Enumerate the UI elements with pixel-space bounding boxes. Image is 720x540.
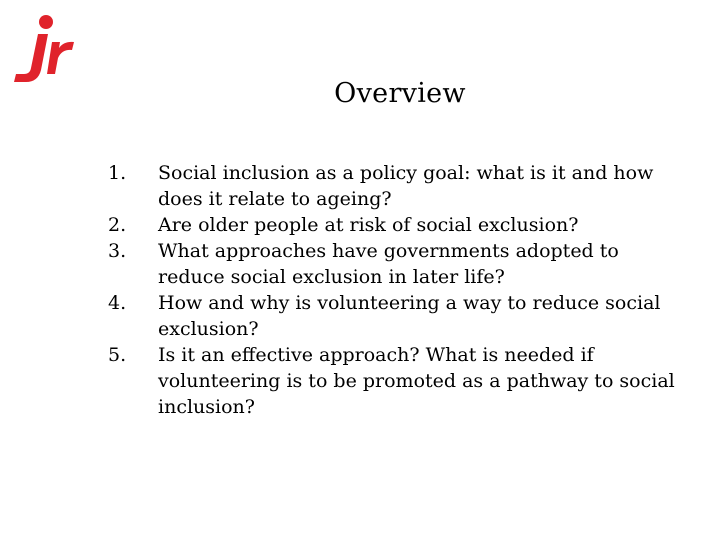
item-text: What approaches have governments adopted to reduce social exclusion in later life? (158, 240, 619, 288)
item-text: Is it an effective approach? What is needed if volunteering is to be promoted as a pathway to social inclusion? (158, 344, 675, 418)
list-item (108, 290, 678, 342)
item-text: How and why is volunteering a way to reduce social exclusion? (158, 292, 661, 340)
slide-title: Overview (334, 78, 466, 109)
jr-logo-icon (8, 8, 78, 86)
list-item (108, 212, 678, 238)
list-item (108, 238, 678, 290)
item-text: Are older people at risk of social exclusion? (158, 214, 579, 236)
item-number: 1. (108, 162, 127, 184)
list-item (108, 160, 678, 212)
overview-list (108, 160, 678, 420)
item-number: 3. (108, 240, 127, 262)
item-number: 5. (108, 344, 127, 366)
item-text: Social inclusion as a policy goal: what is it and how does it relate to ageing? (158, 162, 654, 210)
item-number: 2. (108, 214, 127, 236)
item-number: 4. (108, 292, 127, 314)
list-item (108, 342, 678, 420)
